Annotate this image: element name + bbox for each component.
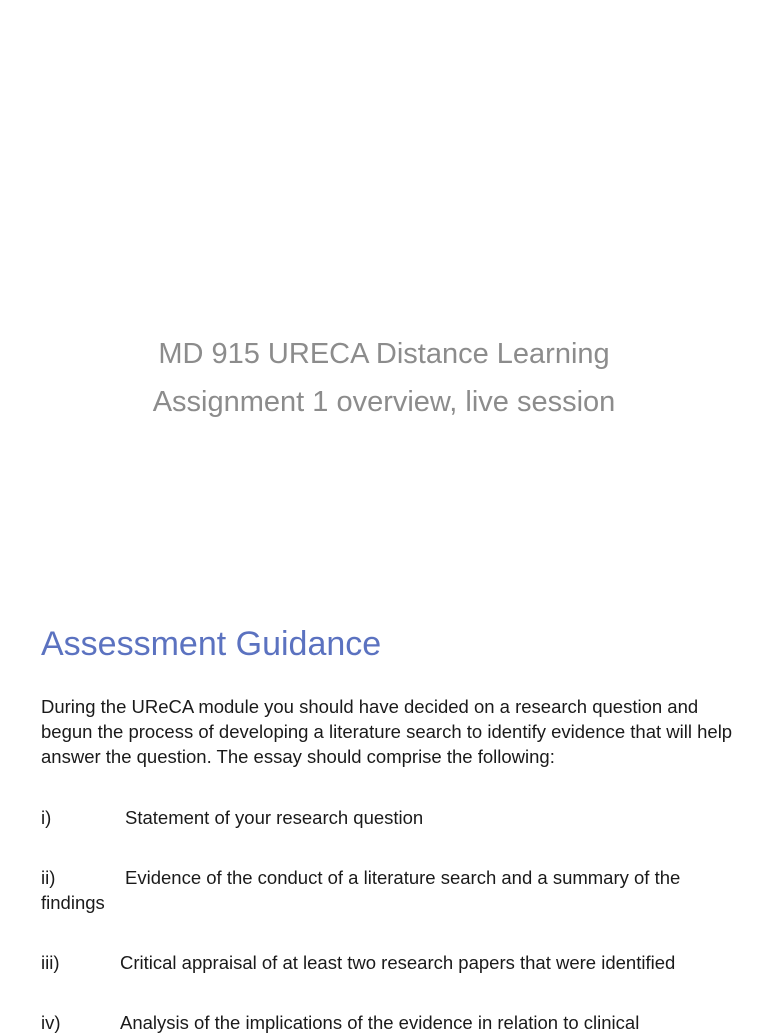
- list-item-number: iii): [41, 952, 60, 973]
- list-item: [41, 1010, 741, 1035]
- list-item-text: Evidence of the conduct of a literature search and a summary of the findings: [41, 867, 681, 913]
- list-item-number: ii): [41, 867, 56, 888]
- list-item: [41, 950, 741, 975]
- list-item: [41, 865, 741, 915]
- section-heading: Assessment Guidance: [41, 625, 382, 663]
- slide-title: [0, 330, 768, 426]
- slide-title-line-1: MD 915 URECA Distance Learning: [158, 338, 610, 370]
- intro-paragraph: During the UReCA module you should have decided on a research question and begun the process of developing a literature search to identify evidence that will help answer the question. The essay should comprise the following:: [41, 696, 733, 767]
- list-item-number: i): [41, 807, 52, 828]
- list-item-text: Statement of your research question: [125, 807, 424, 828]
- list-item-text: Analysis of the implications of the evidence in relation to clinical: [120, 1012, 640, 1033]
- slide-title-line-2: Assignment 1 overview, live session: [152, 386, 616, 418]
- list-item-text: Critical appraisal of at least two research papers that were identified: [120, 952, 676, 973]
- list-item: [41, 805, 741, 830]
- list-item-number: iv): [41, 1012, 61, 1033]
